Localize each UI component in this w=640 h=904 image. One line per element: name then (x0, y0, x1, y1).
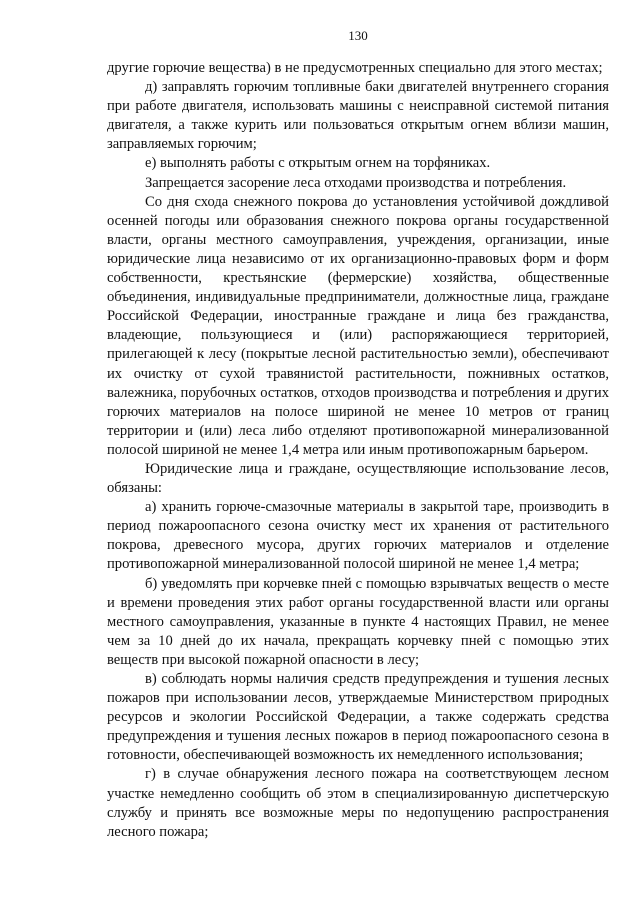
paragraph-obligations-intro: Юридические лица и граждане, осуществляющие использование лесов, обязаны: (107, 460, 609, 497)
paragraph-item-v: в) соблюдать нормы наличия средств предупреждения и тушения лесных пожаров при использовании лесов, утверждаемые Министерством природных ресурсов и экологии Российской Федерации, а также содержать средства предупреждения и тушения лесных пожаров в период пожароопасного сезона в готовности, обеспечивающей возможность их немедленного использования; (107, 671, 609, 764)
paragraph-item-e: е) выполнять работы с открытым огнем на торфяниках. (145, 155, 491, 172)
page-number: 130 (348, 28, 368, 43)
paragraph-item-g: г) в случае обнаружения лесного пожара на соответствующем лесном участке немедленно сообщить об этом в специализированную диспетчерскую службу и принять все возможные меры по недопущению распространения лесного пожара; (107, 766, 609, 840)
document-page (107, 28, 609, 842)
paragraph-prohibition: Запрещается засорение леса отходами производства и потребления. (145, 174, 567, 191)
paragraph-item-d: д) заправлять горючим топливные баки двигателей внутреннего сгорания при работе двигателя, использовать машины с неисправной системой питания двигателя, а также курить или пользоваться открытым огнем вблизи машин, заправляемых горючим; (107, 79, 609, 153)
paragraph-item-b: б) уведомлять при корчевке пней с помощью взрывчатых веществ о месте и времени проведения этих работ органы государственной власти или органы местного самоуправления, указанные в пункте 4 настоящих Правил, не менее чем за 10 дней до их начала, прекращать корчевку пней с помощью этих веществ при высокой пожарной опасности в лесу; (107, 575, 609, 668)
paragraph-continuation: другие горючие вещества) в не предусмотренных специально для этого местах; (107, 60, 603, 76)
paragraph-snow-season: Со дня схода снежного покрова до установления устойчивой дождливой осенней погоды или образования снежного покрова органы государственной власти, органы местного самоуправления, учреждения, организации, иные юридические лица независимо от их организационно-правовых форм и форм собственности, крестьянские (фермерские) хозяйства, общественные объединения, индивидуальные предприниматели, должностные лица, граждане Российской Федерации, иностранные граждане и лица без гражданства, владеющие, пользующиеся и (или) распоряжающиеся территорией, прилегающей к лесу (покрытые лесной растительностью земли), обеспечивают их очистку от сухой травянистой растительности, пожнивных остатков, валежника, порубочных остатков, отходов производства и потребления и других горючих материалов на полосе шириной не менее 10 метров от границ территории и (или) леса либо отделяют противопожарной минерализованной полосой шириной не менее 1,4 метра или иным противопожарным барьером. (107, 193, 609, 458)
paragraph-item-a: а) хранить горюче-смазочные материалы в закрытой таре, производить в период пожароопасного сезона очистку мест их хранения от растительного покрова, древесного мусора, других горючих материалов и отделение противопожарной минерализованной полосой шириной не менее 1,4 метра; (107, 499, 609, 573)
